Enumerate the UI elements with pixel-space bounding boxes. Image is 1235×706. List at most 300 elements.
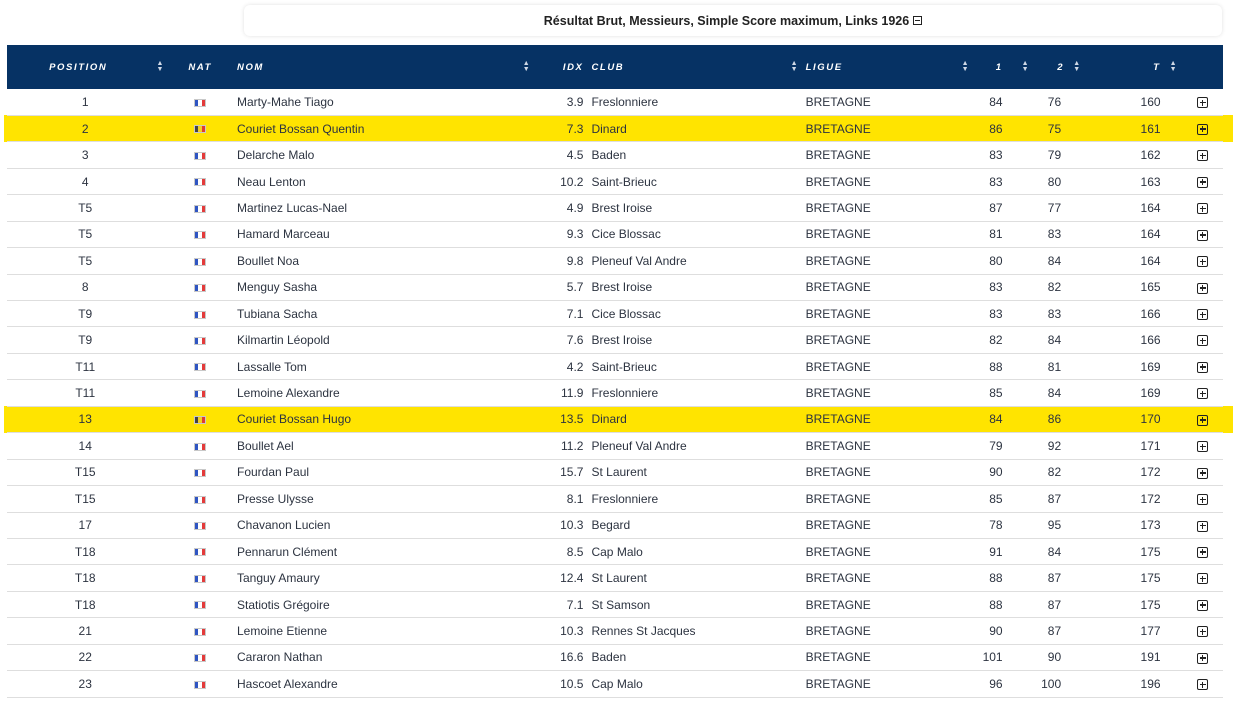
cell-index: 16.6 bbox=[560, 650, 584, 665]
cell-round-1: 90 bbox=[989, 465, 1003, 480]
table-row[interactable] bbox=[7, 221, 1223, 247]
flag-icon bbox=[194, 258, 206, 266]
cell-position: 4 bbox=[81, 174, 89, 189]
table-row[interactable] bbox=[7, 406, 1223, 432]
cell-nat bbox=[163, 115, 237, 141]
table-row[interactable] bbox=[7, 353, 1223, 379]
cell-name[interactable]: Couriet Bossan Quentin bbox=[237, 115, 536, 141]
expand-icon[interactable] bbox=[1197, 362, 1208, 373]
table-row[interactable] bbox=[7, 565, 1223, 591]
flag-icon bbox=[194, 601, 206, 609]
cell-nat bbox=[163, 591, 237, 617]
cell-name[interactable]: Delarche Malo bbox=[236, 148, 315, 163]
flag-icon bbox=[194, 522, 206, 530]
header-round-1[interactable] bbox=[973, 45, 1029, 89]
cell-nat bbox=[163, 380, 237, 406]
expand-icon[interactable] bbox=[1197, 441, 1208, 452]
cell-index: 10.2 bbox=[560, 174, 584, 189]
cell-expand bbox=[1183, 301, 1223, 327]
cell-index: 8.5 bbox=[566, 544, 584, 559]
flag-icon bbox=[194, 654, 206, 662]
cell-position: 2 bbox=[7, 115, 163, 141]
cell-ligue: BRETAGNE bbox=[805, 438, 871, 453]
cell-total: 164 bbox=[1140, 200, 1161, 215]
cell-round-2: 82 bbox=[1047, 280, 1062, 295]
cell-position: 22 bbox=[78, 650, 92, 665]
cell-index: 10.3 bbox=[560, 623, 584, 638]
cell-index: 8.1 bbox=[566, 491, 584, 506]
flag-icon bbox=[194, 416, 206, 424]
header-idx bbox=[536, 45, 592, 89]
flag-icon bbox=[194, 496, 206, 504]
cell-club: Freslonniere bbox=[591, 386, 659, 401]
header-ligue[interactable] bbox=[806, 45, 973, 89]
cell-round-1: 85 bbox=[989, 386, 1003, 401]
cell-round-1: 88 bbox=[989, 359, 1003, 374]
cell-total: 163 bbox=[1140, 174, 1161, 189]
cell-expand bbox=[1183, 406, 1223, 432]
cell-name[interactable]: Chavanon Lucien bbox=[236, 518, 331, 533]
cell-index: 13.5 bbox=[536, 406, 592, 432]
cell-ligue: BRETAGNE bbox=[805, 280, 871, 295]
cell-total: 173 bbox=[1140, 518, 1161, 533]
flag-icon bbox=[194, 337, 206, 345]
table-row[interactable] bbox=[7, 327, 1223, 353]
header-nat-label: NAT bbox=[188, 61, 213, 73]
cell-round-1: 79 bbox=[989, 438, 1003, 453]
cell-index: 9.3 bbox=[566, 227, 584, 242]
cell-name[interactable]: Boullet Noa bbox=[236, 253, 300, 268]
header-club[interactable] bbox=[591, 45, 805, 89]
cell-index: 10.3 bbox=[560, 518, 584, 533]
cell-expand bbox=[1183, 380, 1223, 406]
sort-icon[interactable]: ▲ ▼ bbox=[1073, 60, 1081, 73]
cell-expand bbox=[1183, 486, 1223, 512]
cell-expand bbox=[1183, 459, 1223, 485]
cell-index: 5.7 bbox=[566, 280, 584, 295]
cell-round-2: 84 bbox=[1047, 253, 1062, 268]
cell-index: 15.7 bbox=[560, 465, 584, 480]
cell-index: 7.6 bbox=[566, 333, 584, 348]
cell-round-2: 84 bbox=[1047, 333, 1062, 348]
cell-total: 172 bbox=[1140, 465, 1161, 480]
results-body bbox=[7, 89, 1223, 697]
cell-index: 4.2 bbox=[566, 359, 584, 374]
sort-icon[interactable]: ▲ ▼ bbox=[1169, 60, 1177, 73]
cell-expand bbox=[1183, 221, 1223, 247]
cell-round-1: 101 bbox=[982, 650, 1003, 665]
cell-total: 171 bbox=[1140, 438, 1161, 453]
table-row[interactable] bbox=[7, 248, 1223, 274]
cell-round-1: 83 bbox=[989, 280, 1003, 295]
cell-expand bbox=[1183, 512, 1223, 538]
header-ligue-label: LIGUE bbox=[805, 61, 843, 73]
cell-total: 161 bbox=[1078, 115, 1182, 141]
cell-index: 11.2 bbox=[561, 438, 584, 453]
cell-total: 164 bbox=[1140, 253, 1161, 268]
cell-round-1: 87 bbox=[989, 200, 1003, 215]
cell-name[interactable]: Neau Lenton bbox=[236, 174, 306, 189]
cell-name[interactable]: Martinez Lucas-Nael bbox=[236, 200, 348, 215]
cell-name[interactable]: Lassalle Tom bbox=[236, 359, 307, 374]
table-row[interactable] bbox=[7, 486, 1223, 512]
expand-icon[interactable] bbox=[1197, 177, 1208, 188]
cell-ligue: BRETAGNE bbox=[805, 333, 871, 348]
flag-icon bbox=[194, 681, 206, 689]
cell-name[interactable]: Cararon Nathan bbox=[236, 650, 323, 665]
header-nat bbox=[163, 45, 237, 89]
cell-round-2: 90 bbox=[1047, 650, 1062, 665]
table-row[interactable] bbox=[7, 538, 1223, 564]
cell-club: Baden bbox=[591, 148, 627, 163]
cell-total: 175 bbox=[1140, 544, 1161, 559]
cell-expand bbox=[1183, 327, 1223, 353]
cell-round-2: 77 bbox=[1047, 200, 1062, 215]
expand-icon[interactable] bbox=[1197, 626, 1208, 637]
cell-position: T11 bbox=[75, 386, 96, 401]
cell-name[interactable]: Lemoine Alexandre bbox=[236, 386, 340, 401]
flag-icon bbox=[194, 178, 206, 186]
table-header-row bbox=[7, 45, 1223, 89]
cell-round-2: 87 bbox=[1047, 491, 1062, 506]
cell-round-2: 84 bbox=[1047, 386, 1062, 401]
cell-position: 14 bbox=[78, 438, 92, 453]
cell-round-2: 83 bbox=[1047, 306, 1062, 321]
expand-icon[interactable] bbox=[1197, 230, 1208, 241]
cell-expand bbox=[1183, 115, 1223, 141]
table-row[interactable] bbox=[7, 618, 1223, 644]
sort-icon[interactable]: ▲ ▼ bbox=[961, 60, 969, 73]
cell-expand bbox=[1183, 248, 1223, 274]
flag-icon bbox=[194, 99, 206, 107]
cell-round-2: 82 bbox=[1047, 465, 1062, 480]
cell-round-1: 80 bbox=[989, 253, 1003, 268]
expand-icon[interactable] bbox=[1197, 653, 1208, 664]
cell-round-1: 85 bbox=[989, 491, 1003, 506]
cell-round-1: 84 bbox=[973, 406, 1003, 432]
header-nom-label: NOM bbox=[236, 61, 264, 73]
cell-index: 7.3 bbox=[536, 115, 592, 141]
cell-expand bbox=[1183, 142, 1223, 168]
header-club-label: CLUB bbox=[591, 61, 625, 73]
cell-expand bbox=[1183, 168, 1223, 194]
cell-expand bbox=[1183, 274, 1223, 300]
cell-club: Rennes St Jacques bbox=[591, 623, 696, 638]
cell-index: 9.8 bbox=[566, 253, 584, 268]
flag-icon bbox=[194, 363, 206, 371]
cell-ligue: BRETAGNE bbox=[805, 491, 871, 506]
cell-nat bbox=[163, 327, 237, 353]
expand-icon[interactable] bbox=[1197, 256, 1208, 267]
cell-name[interactable]: Hascoet Alexandre bbox=[236, 676, 338, 691]
results-title: Résultat Brut, Messieurs, Simple Score maximum, Links 1926 bbox=[543, 13, 910, 28]
cell-total: 170 bbox=[1078, 406, 1182, 432]
table-row[interactable] bbox=[7, 195, 1223, 221]
cell-ligue: BRETAGNE bbox=[805, 148, 871, 163]
header-nom[interactable] bbox=[237, 45, 536, 89]
expand-icon[interactable] bbox=[1197, 415, 1208, 426]
expand-icon[interactable] bbox=[1197, 150, 1208, 161]
cell-nat bbox=[163, 565, 237, 591]
cell-position: T18 bbox=[74, 597, 96, 612]
expand-icon[interactable] bbox=[1197, 309, 1208, 320]
cell-nat bbox=[163, 671, 237, 697]
cell-club: Pleneuf Val Andre bbox=[591, 253, 687, 268]
results-table bbox=[7, 45, 1223, 698]
sort-icon[interactable]: ▲ ▼ bbox=[522, 60, 530, 73]
cell-position: 3 bbox=[81, 148, 89, 163]
cell-club: Freslonniere bbox=[591, 491, 659, 506]
cell-round-2: 95 bbox=[1047, 518, 1062, 533]
cell-ligue: BRETAGNE bbox=[805, 253, 871, 268]
cell-ligue: BRETAGNE bbox=[805, 571, 871, 586]
header-position[interactable] bbox=[7, 45, 163, 89]
cell-round-1: 96 bbox=[989, 676, 1003, 691]
table-row[interactable] bbox=[7, 142, 1223, 168]
cell-round-2: 83 bbox=[1047, 227, 1062, 242]
table-row[interactable] bbox=[7, 644, 1223, 670]
header-round-2[interactable] bbox=[1003, 45, 1079, 89]
cell-round-2: 87 bbox=[1047, 571, 1062, 586]
cell-club: Freslonniere bbox=[591, 94, 659, 109]
cell-nat bbox=[163, 301, 237, 327]
header-round-1-label: 1 bbox=[995, 61, 1003, 73]
table-row[interactable] bbox=[7, 380, 1223, 406]
cell-nat bbox=[163, 618, 237, 644]
cell-nat bbox=[163, 89, 237, 115]
cell-position: 21 bbox=[78, 623, 92, 638]
table-row[interactable] bbox=[7, 433, 1223, 459]
cell-round-2: 75 bbox=[1003, 115, 1079, 141]
cell-expand bbox=[1183, 195, 1223, 221]
cell-position: 17 bbox=[78, 518, 92, 533]
cell-round-1: 83 bbox=[989, 174, 1003, 189]
cell-expand bbox=[1183, 433, 1223, 459]
expand-icon[interactable] bbox=[1197, 283, 1208, 294]
cell-index: 12.4 bbox=[560, 571, 584, 586]
cell-position: T15 bbox=[74, 465, 96, 480]
cell-club: Cice Blossac bbox=[591, 306, 661, 321]
flag-icon bbox=[194, 628, 206, 636]
cell-club: St Samson bbox=[591, 597, 651, 612]
cell-position: 8 bbox=[81, 280, 89, 295]
cell-index: 4.9 bbox=[566, 200, 584, 215]
cell-name[interactable]: Fourdan Paul bbox=[236, 465, 310, 480]
flag-icon bbox=[194, 443, 206, 451]
table-row[interactable] bbox=[7, 671, 1223, 697]
cell-nat bbox=[163, 433, 237, 459]
cell-total: 177 bbox=[1140, 623, 1161, 638]
expand-icon[interactable] bbox=[1197, 600, 1208, 611]
expand-icon[interactable] bbox=[1197, 97, 1208, 108]
cell-index: 7.1 bbox=[566, 597, 584, 612]
cell-round-2: 92 bbox=[1047, 438, 1062, 453]
cell-ligue: BRETAGNE bbox=[805, 597, 871, 612]
cell-round-1: 81 bbox=[989, 227, 1003, 242]
cell-round-2: 84 bbox=[1047, 544, 1062, 559]
cell-position: T9 bbox=[78, 306, 93, 321]
flag-icon bbox=[194, 125, 206, 133]
cell-expand bbox=[1183, 644, 1223, 670]
cell-ligue: BRETAGNE bbox=[805, 306, 871, 321]
cell-nat bbox=[163, 538, 237, 564]
cell-name[interactable]: Couriet Bossan Hugo bbox=[237, 406, 536, 432]
sort-icon[interactable]: ▲ ▼ bbox=[1021, 60, 1029, 73]
collapse-icon[interactable] bbox=[913, 16, 922, 25]
cell-total: 169 bbox=[1140, 386, 1161, 401]
header-idx-label: IDX bbox=[562, 61, 584, 73]
cell-nat bbox=[163, 512, 237, 538]
table-row[interactable] bbox=[7, 168, 1223, 194]
cell-position: T18 bbox=[74, 544, 96, 559]
cell-club: St Laurent bbox=[591, 571, 647, 586]
cell-nat bbox=[163, 195, 237, 221]
cell-ligue: BRETAGNE bbox=[805, 174, 871, 189]
cell-expand bbox=[1183, 538, 1223, 564]
expand-icon[interactable] bbox=[1197, 494, 1208, 505]
flag-icon bbox=[194, 575, 206, 583]
cell-round-2: 87 bbox=[1047, 597, 1062, 612]
cell-total: 172 bbox=[1140, 491, 1161, 506]
cell-name[interactable]: Statiotis Grégoire bbox=[236, 597, 330, 612]
cell-index: 10.5 bbox=[560, 676, 584, 691]
cell-club: Begard bbox=[591, 518, 631, 533]
cell-name[interactable]: Tanguy Amaury bbox=[236, 571, 320, 586]
cell-round-1: 83 bbox=[989, 306, 1003, 321]
cell-club: Brest Iroise bbox=[591, 333, 653, 348]
cell-total: 191 bbox=[1140, 650, 1161, 665]
cell-expand bbox=[1183, 89, 1223, 115]
table-row[interactable] bbox=[7, 459, 1223, 485]
cell-position: T11 bbox=[75, 359, 96, 374]
cell-expand bbox=[1183, 353, 1223, 379]
cell-ligue: BRETAGNE bbox=[805, 518, 871, 533]
cell-club: Brest Iroise bbox=[591, 280, 653, 295]
table-row[interactable] bbox=[7, 301, 1223, 327]
sort-icon[interactable]: ▲ ▼ bbox=[156, 60, 164, 73]
expand-icon[interactable] bbox=[1197, 203, 1208, 214]
cell-round-2: 80 bbox=[1047, 174, 1062, 189]
flag-icon bbox=[194, 311, 206, 319]
flag-icon bbox=[194, 469, 206, 477]
cell-round-2: 79 bbox=[1047, 148, 1062, 163]
expand-icon[interactable] bbox=[1197, 521, 1208, 532]
header-total[interactable] bbox=[1078, 45, 1182, 89]
expand-icon[interactable] bbox=[1197, 468, 1208, 479]
cell-position: T18 bbox=[74, 571, 96, 586]
cell-ligue: BRETAGNE bbox=[805, 676, 871, 691]
cell-position: T5 bbox=[78, 253, 93, 268]
flag-icon bbox=[194, 152, 206, 160]
cell-round-1: 86 bbox=[973, 115, 1003, 141]
cell-position: 1 bbox=[81, 94, 89, 109]
cell-position: T9 bbox=[78, 333, 93, 348]
cell-round-1: 83 bbox=[989, 148, 1003, 163]
cell-club: Cap Malo bbox=[591, 676, 643, 691]
cell-total: 166 bbox=[1140, 333, 1161, 348]
cell-ligue: BRETAGNE bbox=[805, 623, 871, 638]
cell-round-2: 81 bbox=[1047, 359, 1062, 374]
expand-icon[interactable] bbox=[1197, 573, 1208, 584]
cell-total: 175 bbox=[1140, 571, 1161, 586]
cell-ligue: BRETAGNE bbox=[806, 115, 973, 141]
sort-icon[interactable]: ▲ ▼ bbox=[790, 60, 798, 73]
cell-nat bbox=[163, 486, 237, 512]
cell-total: 165 bbox=[1140, 280, 1161, 295]
cell-name[interactable]: Tubiana Sacha bbox=[236, 306, 318, 321]
cell-total: 162 bbox=[1140, 148, 1161, 163]
cell-round-1: 88 bbox=[989, 597, 1003, 612]
expand-icon[interactable] bbox=[1197, 679, 1208, 690]
cell-ligue: BRETAGNE bbox=[805, 544, 871, 559]
cell-nat bbox=[163, 353, 237, 379]
cell-club: St Laurent bbox=[591, 465, 647, 480]
cell-name[interactable]: Presse Ulysse bbox=[236, 491, 314, 506]
cell-total: 169 bbox=[1140, 359, 1161, 374]
table-row[interactable] bbox=[7, 89, 1223, 115]
cell-nat bbox=[163, 142, 237, 168]
cell-ligue: BRETAGNE bbox=[806, 406, 973, 432]
cell-total: 196 bbox=[1140, 676, 1161, 691]
expand-icon[interactable] bbox=[1197, 335, 1208, 346]
cell-expand bbox=[1183, 591, 1223, 617]
cell-total: 160 bbox=[1140, 94, 1161, 109]
flag-icon bbox=[194, 548, 206, 556]
expand-icon[interactable] bbox=[1197, 124, 1208, 135]
table-row[interactable] bbox=[7, 591, 1223, 617]
cell-name[interactable]: Kilmartin Léopold bbox=[236, 333, 330, 348]
cell-nat bbox=[163, 274, 237, 300]
cell-position: 23 bbox=[78, 676, 92, 691]
cell-round-2: 76 bbox=[1047, 94, 1062, 109]
cell-nat bbox=[163, 168, 237, 194]
cell-club: Brest Iroise bbox=[591, 200, 653, 215]
cell-total: 166 bbox=[1140, 306, 1161, 321]
cell-club: Dinard bbox=[591, 406, 805, 432]
cell-nat bbox=[163, 644, 237, 670]
cell-club: Saint-Brieuc bbox=[591, 174, 657, 189]
cell-name[interactable]: Boullet Ael bbox=[236, 438, 294, 453]
cell-club: Dinard bbox=[591, 115, 805, 141]
cell-expand bbox=[1183, 618, 1223, 644]
cell-ligue: BRETAGNE bbox=[805, 650, 871, 665]
cell-name[interactable]: Lemoine Etienne bbox=[236, 623, 328, 638]
table-row[interactable] bbox=[7, 274, 1223, 300]
cell-round-1: 90 bbox=[989, 623, 1003, 638]
table-row[interactable] bbox=[7, 512, 1223, 538]
cell-ligue: BRETAGNE bbox=[805, 227, 871, 242]
cell-name[interactable]: Menguy Sasha bbox=[236, 280, 318, 295]
cell-club: Cap Malo bbox=[591, 544, 643, 559]
cell-nat bbox=[163, 406, 237, 432]
cell-name[interactable]: Pennarun Clément bbox=[236, 544, 338, 559]
cell-round-1: 82 bbox=[989, 333, 1003, 348]
cell-index: 7.1 bbox=[566, 306, 584, 321]
cell-name[interactable]: Hamard Marceau bbox=[236, 227, 330, 242]
expand-icon[interactable] bbox=[1197, 388, 1208, 399]
flag-icon bbox=[194, 205, 206, 213]
cell-total: 175 bbox=[1140, 597, 1161, 612]
flag-icon bbox=[194, 284, 206, 292]
cell-round-1: 84 bbox=[989, 94, 1003, 109]
expand-icon[interactable] bbox=[1197, 547, 1208, 558]
cell-expand bbox=[1183, 565, 1223, 591]
cell-position: T5 bbox=[78, 200, 93, 215]
cell-name[interactable]: Marty-Mahe Tiago bbox=[236, 94, 334, 109]
cell-ligue: BRETAGNE bbox=[805, 386, 871, 401]
table-row[interactable] bbox=[7, 115, 1223, 141]
cell-club: Pleneuf Val Andre bbox=[591, 438, 687, 453]
